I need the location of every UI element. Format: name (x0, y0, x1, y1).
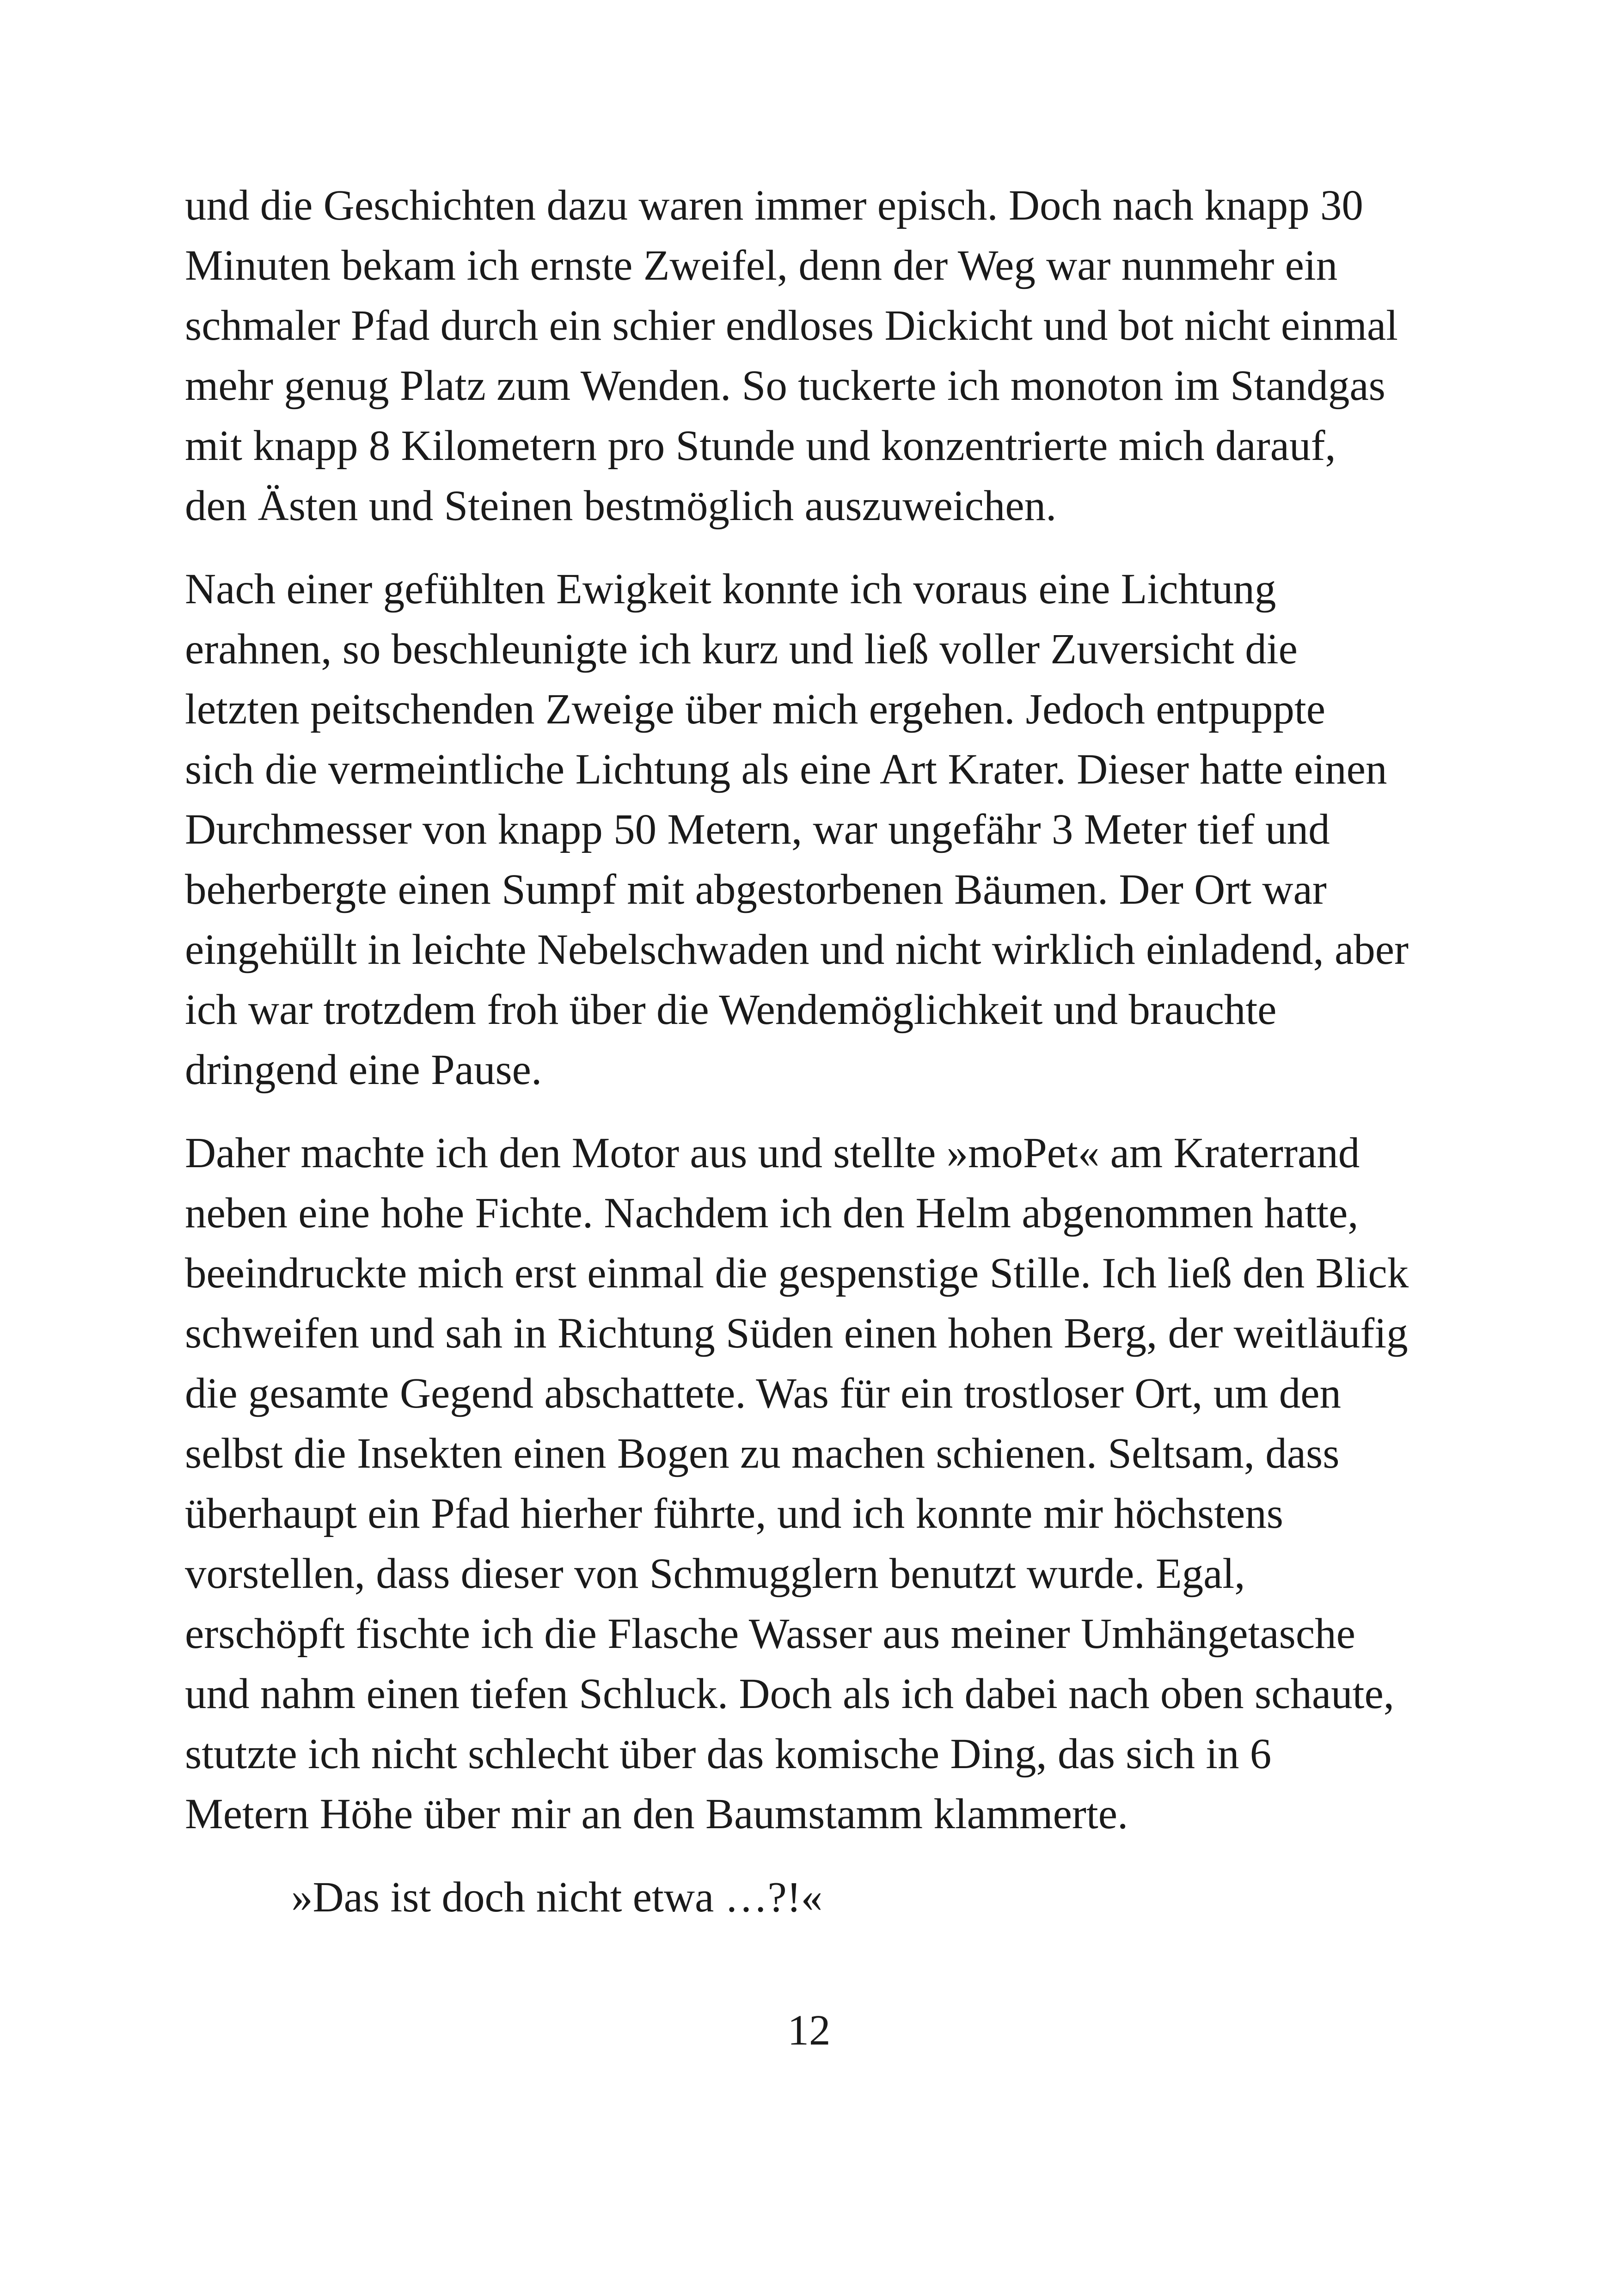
text-line: selbst die Insekten einen Bogen zu machen schienen. Seltsam, dass (185, 1430, 1340, 1477)
paragraph-2 (185, 559, 1442, 1100)
body-text (185, 176, 1442, 1928)
text-line: Durchmesser von knapp 50 Metern, war ungefähr 3 Meter tief und (185, 806, 1330, 853)
text-line: letzten peitschenden Zweige über mich ergehen. Jedoch entpuppte (185, 686, 1325, 733)
text-line: Metern Höhe über mir an den Baumstamm klammerte. (185, 1790, 1128, 1838)
paragraph-3 (185, 1123, 1442, 1844)
text-line: vorstellen, dass dieser von Schmugglern benutzt wurde. Egal, (185, 1550, 1245, 1598)
text-line: stutzte ich nicht schlecht über das komische Ding, das sich in 6 (185, 1730, 1272, 1778)
text-line: und die Geschichten dazu waren immer episch. Doch nach knapp 30 (185, 182, 1363, 229)
text-line: Minuten bekam ich ernste Zweifel, denn der Weg war nunmehr ein (185, 242, 1338, 289)
page-number: 12 (787, 2007, 831, 2054)
text-line: die gesamte Gegend abschattete. Was für ein trostloser Ort, um den (185, 1370, 1342, 1417)
text-line: eingehüllt in leichte Nebelschwaden und nicht wirklich einladend, aber (185, 926, 1409, 974)
text-line: schmaler Pfad durch ein schier endloses Dickicht und bot nicht einmal (185, 302, 1398, 349)
text-line: erahnen, so beschleunigte ich kurz und ließ voller Zuversicht die (185, 625, 1298, 673)
text-line: mit knapp 8 Kilometern pro Stunde und konzentrierte mich darauf, (185, 422, 1336, 470)
text-line: neben eine hohe Fichte. Nachdem ich den Helm abgenommen hatte, (185, 1189, 1359, 1237)
text-line: den Ästen und Steinen bestmöglich auszuweichen. (185, 482, 1057, 530)
paragraph-1 (185, 176, 1442, 536)
text-line: sich die vermeintliche Lichtung als eine Art Krater. Dieser hatte einen (185, 746, 1387, 793)
text-line: erschöpft fischte ich die Flasche Wasser aus meiner Umhängetasche (185, 1610, 1355, 1658)
text-line: überhaupt ein Pfad hierher führte, und ich konnte mir höchstens (185, 1490, 1283, 1537)
text-line: schweifen und sah in Richtung Süden einen hohen Berg, der weitläufig (185, 1310, 1408, 1357)
text-line: ich war trotzdem froh über die Wendemöglichkeit und brauchte (185, 986, 1277, 1034)
text-line: mehr genug Platz zum Wenden. So tuckerte ich monoton im Standgas (185, 362, 1385, 410)
text-line: beherbergte einen Sumpf mit abgestorbenen Bäumen. Der Ort war (185, 866, 1327, 913)
text-line: beeindruckte mich erst einmal die gespenstige Stille. Ich ließ den Blick (185, 1249, 1409, 1297)
text-line: dringend eine Pause. (185, 1046, 542, 1094)
dialogue-line: »Das ist doch nicht etwa …?!« (291, 1874, 823, 1921)
text-line: und nahm einen tiefen Schluck. Doch als ich dabei nach oben schaute, (185, 1670, 1395, 1718)
text-line: Nach einer gefühlten Ewigkeit konnte ich voraus eine Lichtung (185, 565, 1276, 613)
text-line: Daher machte ich den Motor aus und stellte »moPet« am Kraterrand (185, 1129, 1360, 1177)
